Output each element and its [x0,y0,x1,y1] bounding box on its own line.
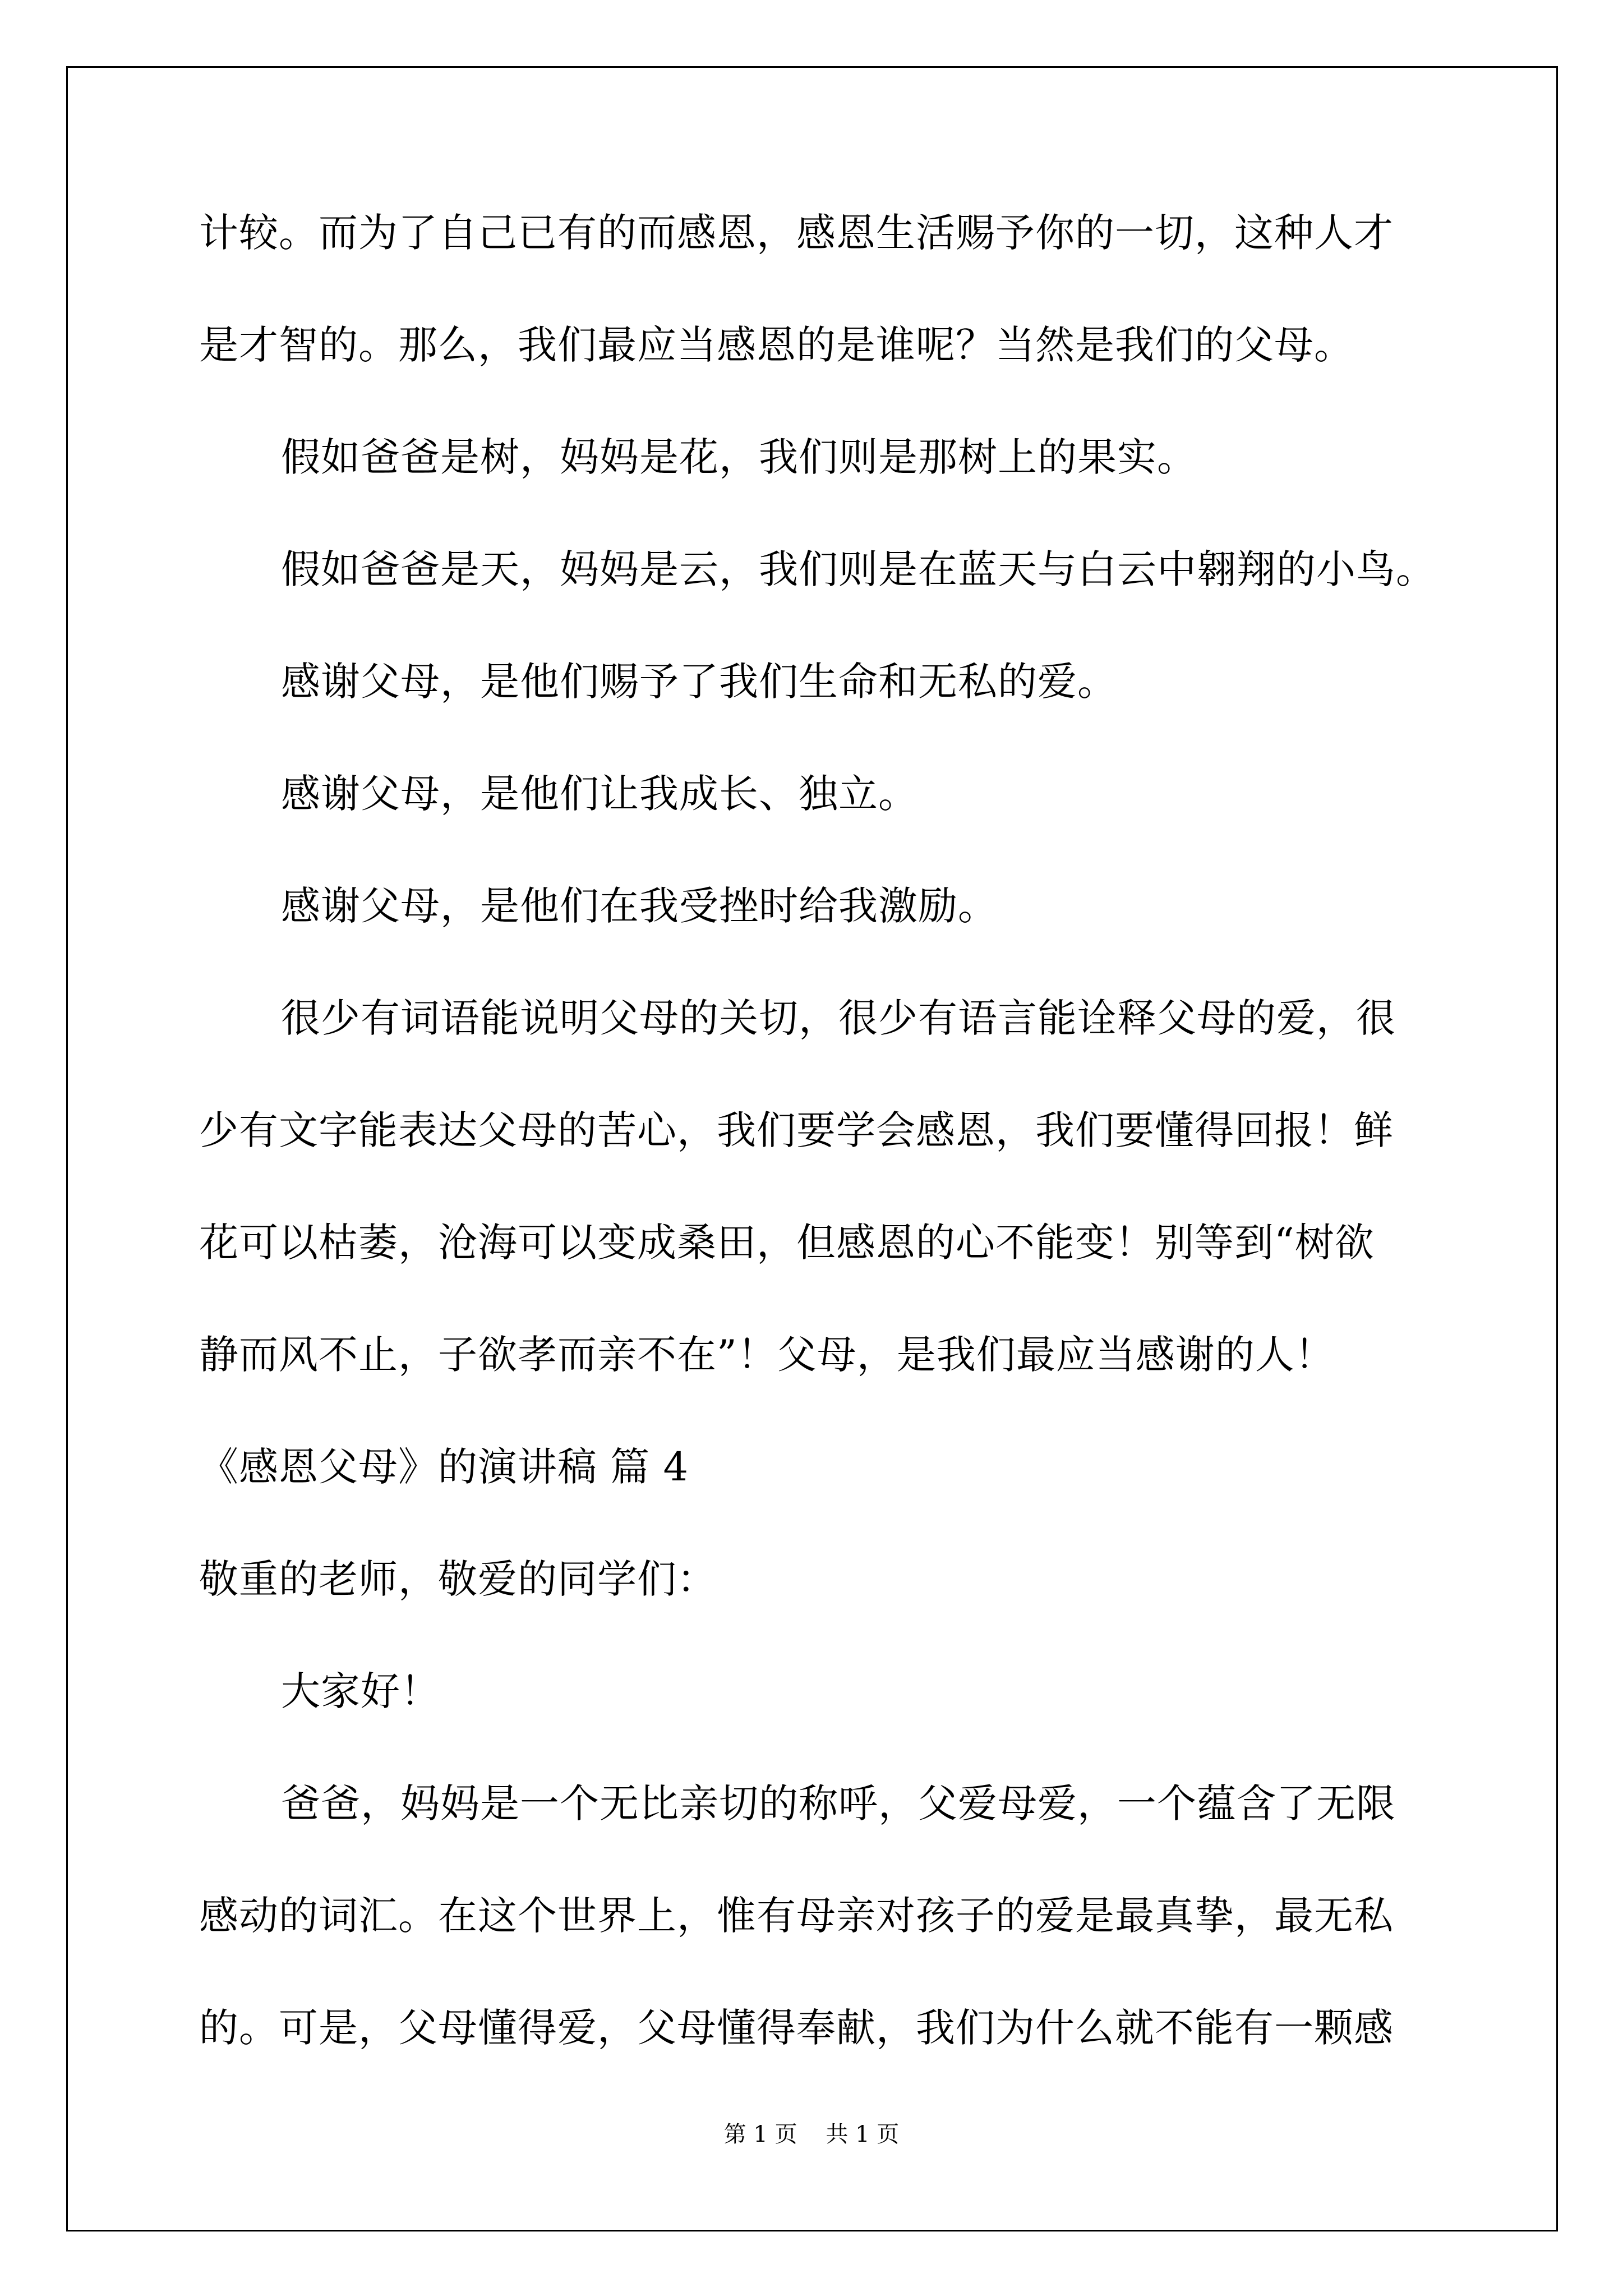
salutation: 敬重的老师，敬爱的同学们： [199,1556,717,1602]
paragraph-line: 静而风不止，子欲孝而亲不在”！父母，是我们最应当感谢的人！ [199,1332,1335,1378]
paragraph-line: 少有文字能表达父母的苦心，我们要学会感恩，我们要懂得回报！鲜 [199,1107,1394,1153]
paragraph-line: 感谢父母，是他们让我成长、独立。 [281,771,918,817]
paragraph-line: 假如爸爸是树，妈妈是花，我们则是那树上的果实。 [281,434,1197,480]
paragraph-line: 是才智的。那么，我们最应当感恩的是谁呢？当然是我们的父母。 [199,322,1354,368]
paragraph-line: 感动的词汇。在这个世界上，惟有母亲对孩子的爱是最真挚，最无私 [199,1893,1394,1939]
section-heading: 《感恩父母》的演讲稿 篇 4 [199,1444,689,1490]
paragraph-line: 感谢父母，是他们在我受挫时给我激励。 [281,883,998,929]
paragraph-line: 爸爸，妈妈是一个无比亲切的称呼，父爱母爱，一个蕴含了无限 [281,1780,1396,1826]
paragraph-line: 很少有词语能说明父母的关切，很少有语言能诠释父母的爱，很 [281,995,1396,1041]
greeting: 大家好！ [281,1668,440,1714]
paragraph-line: 感谢父母，是他们赐予了我们生命和无私的爱。 [281,659,1117,705]
paragraph-line: 的。可是，父母懂得爱，父母懂得奉献，我们为什么就不能有一颗感 [199,2005,1394,2051]
paragraph-line: 假如爸爸是天，妈妈是云，我们则是在蓝天与白云中翱翔的小鸟。 [281,546,1436,592]
page-footer: 第 1 页 共 1 页 [723,2122,900,2147]
paragraph-line: 花可以枯萎，沧海可以变成桑田，但感恩的心不能变！别等到“树欲 [199,1220,1375,1266]
paragraph-line: 计较。而为了自己已有的而感恩，感恩生活赐予你的一切，这种人才 [199,210,1394,256]
